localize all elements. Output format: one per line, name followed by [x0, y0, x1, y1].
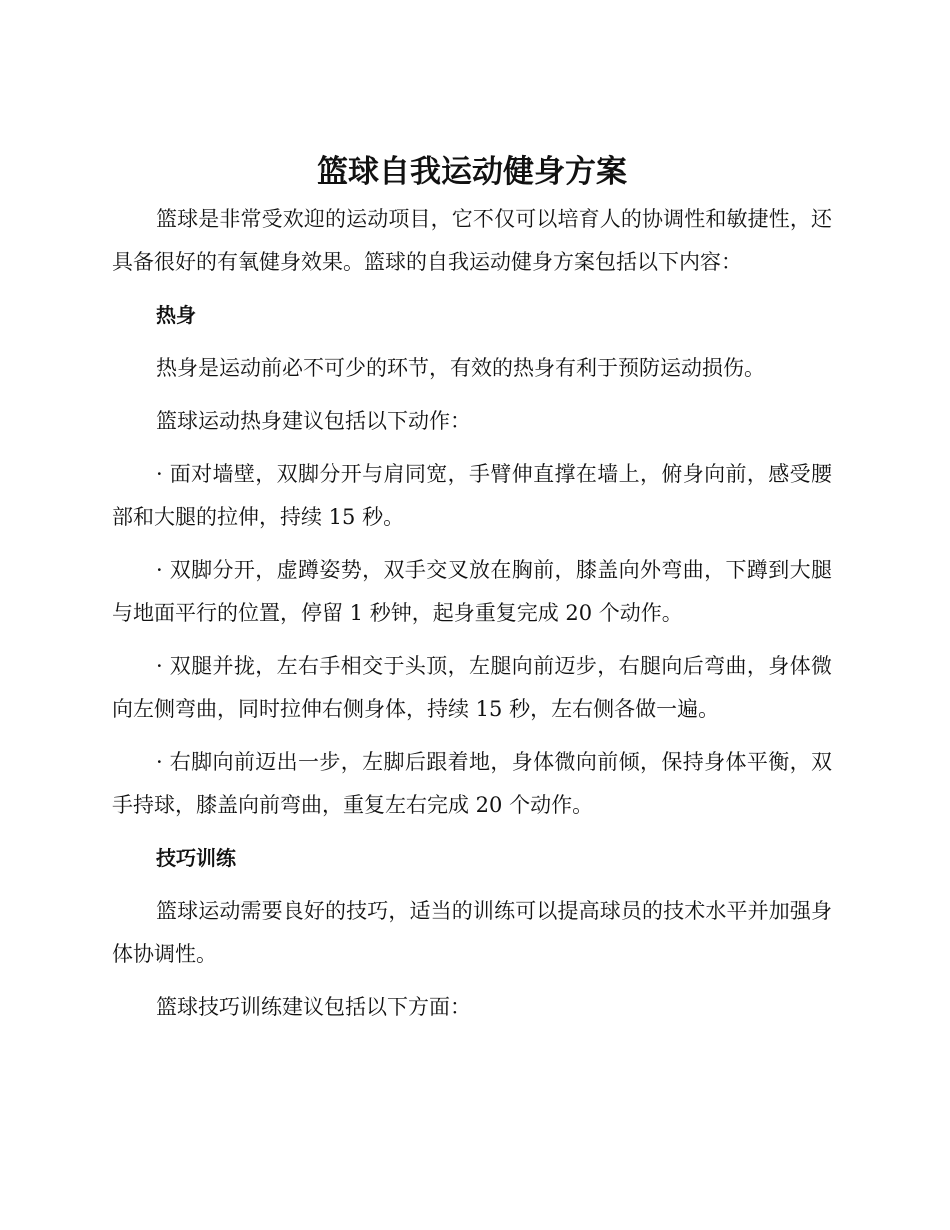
bullet-item-wall-stretch: · 面对墙壁，双脚分开与肩同宽，手臂伸直撑在墙上，俯身向前，感受腰部和大腿的拉伸，持续 15 秒。 — [112, 462, 832, 529]
document-page — [112, 140, 832, 1039]
paragraph-warmup-intro: 篮球运动热身建议包括以下动作： — [156, 409, 471, 433]
bullet-item-lunge: · 右脚向前迈出一步，左脚后跟着地，身体微向前倾，保持身体平衡，双手持球，膝盖向前弯曲，重复左右完成 20 个动作。 — [112, 750, 832, 817]
bullet-item-squat: · 双脚分开，虚蹲姿势，双手交叉放在胸前，膝盖向外弯曲，下蹲到大腿与地面平行的位置，停留 1 秒钟，起身重复完成 20 个动作。 — [112, 558, 832, 625]
paragraph-skills-purpose: 篮球运动需要良好的技巧，适当的训练可以提高球员的技术水平并加强身体协调性。 — [112, 899, 832, 966]
document-title: 篮球自我运动健身方案 — [317, 154, 627, 190]
paragraph-warmup-purpose: 热身是运动前必不可少的环节，有效的热身有利于预防运动损伤。 — [156, 356, 765, 380]
section-heading-warmup: 热身 — [156, 303, 196, 327]
section-heading-skills: 技巧训练 — [156, 846, 236, 870]
paragraph-skills-intro: 篮球技巧训练建议包括以下方面： — [156, 995, 471, 1019]
paragraph-intro: 篮球是非常受欢迎的运动项目，它不仅可以培育人的协调性和敏捷性，还具备很好的有氧健身效果。篮球的自我运动健身方案包括以下内容： — [112, 207, 832, 274]
bullet-item-side-stretch: · 双腿并拢，左右手相交于头顶，左腿向前迈步，右腿向后弯曲，身体微向左侧弯曲，同时拉伸右侧身体，持续 15 秒，左右侧各做一遍。 — [112, 654, 832, 721]
